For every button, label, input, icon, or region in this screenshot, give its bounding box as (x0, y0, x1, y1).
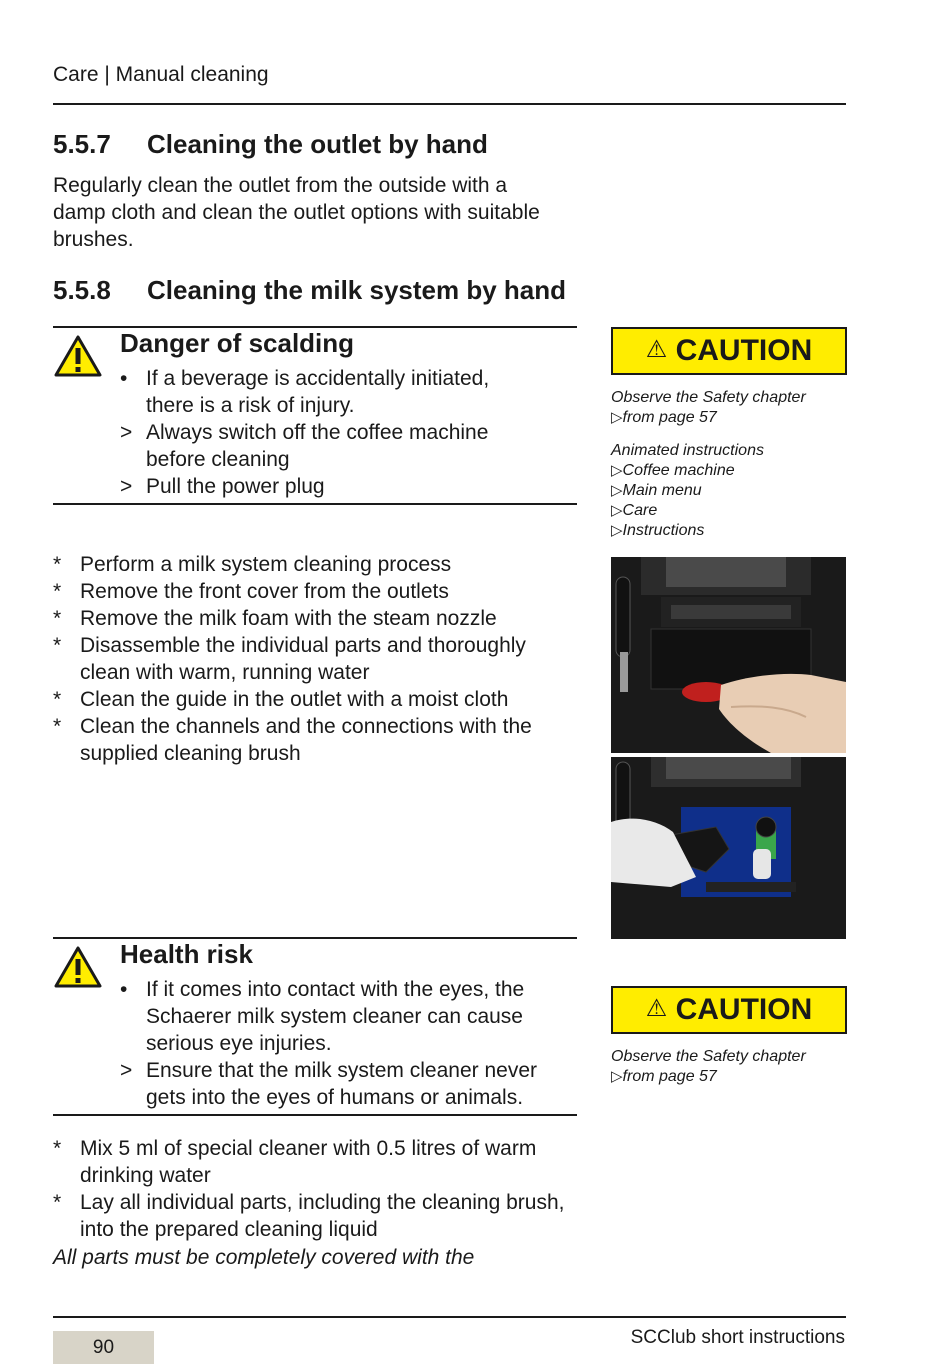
section-557-title: Cleaning the outlet by hand (147, 129, 488, 159)
bullet-marker: • (120, 367, 128, 390)
list-item-text: Perform a milk system cleaning process (80, 553, 452, 576)
step-marker: * (53, 580, 62, 603)
list-item-text: If it comes into contact with the eyes, the Schaerer milk system cleaner can cause serious eye injuries. (146, 978, 525, 1055)
animated-title: Animated instructions (611, 442, 764, 459)
step-marker: * (53, 607, 62, 630)
section-557-body (53, 172, 593, 253)
action-marker: > (120, 421, 133, 444)
caution-label: CAUTION (675, 334, 813, 367)
list-item (120, 1057, 570, 1111)
triangle-right-icon: ▷ (611, 462, 623, 479)
section-557-number: 5.5.7 (53, 129, 111, 159)
step-marker: * (53, 1191, 62, 1214)
list-item-text: Clean the guide in the outlet with a moist cloth (80, 688, 509, 711)
list-item-text: Clean the channels and the connections with the supplied cleaning brush (80, 715, 532, 765)
caution-box (611, 986, 847, 1034)
menu-path-item (611, 461, 764, 481)
page-reference: from page 57 (622, 1068, 717, 1085)
list-item-text: Remove the front cover from the outlets (80, 580, 449, 603)
warning2-title: Health risk (120, 939, 253, 969)
header-breadcrumb: Care | Manual cleaning (53, 63, 269, 86)
list-item (53, 1135, 578, 1189)
step-marker: * (53, 715, 62, 738)
safety-note-line: Observe the Safety chapter (611, 1048, 806, 1065)
header-rule (53, 103, 846, 105)
action-marker: > (120, 1059, 133, 1082)
steps2-list (53, 1135, 578, 1243)
triangle-right-icon: ▷ (611, 1068, 623, 1085)
safety-note-link (611, 408, 806, 428)
safety-note (611, 388, 806, 428)
caution-box (611, 327, 847, 375)
body-line: damp cloth and clean the outlet options with suitable (53, 201, 540, 224)
list-item (120, 419, 540, 473)
step-marker: * (53, 688, 62, 711)
section-558-title: Cleaning the milk system by hand (147, 275, 566, 305)
warning-triangle-icon (53, 334, 103, 378)
step-marker: * (53, 634, 62, 657)
list-item-text: Ensure that the milk system cleaner never gets into the eyes of humans or animals. (146, 1059, 538, 1109)
list-item (53, 605, 573, 632)
document-title: SCClub short instructions (630, 1327, 845, 1348)
menu-path-label: Instructions (622, 522, 705, 539)
triangle-right-icon: ▷ (611, 482, 623, 499)
list-item (120, 976, 570, 1057)
list-item (53, 578, 573, 605)
milk-system-illustration (611, 757, 846, 939)
caution-warning-icon: ⚠ (645, 336, 668, 363)
list-item-text: Pull the power plug (146, 475, 325, 498)
caution-warning-icon: ⚠ (645, 995, 668, 1022)
section-557-heading (53, 129, 488, 160)
list-item-text: Remove the milk foam with the steam nozzle (80, 607, 497, 630)
section-558-heading (53, 275, 566, 306)
menu-path-item (611, 521, 764, 541)
list-item (53, 713, 573, 767)
warning2-list (120, 976, 570, 1111)
photo-remove-front-cover (611, 557, 846, 753)
list-item-text: Lay all individual parts, including the cleaning brush, into the prepared cleaning liquid (80, 1191, 565, 1241)
list-item (53, 551, 573, 578)
list-item-text: Always switch off the coffee machine before cleaning (146, 421, 489, 471)
menu-path-item (611, 501, 764, 521)
triangle-right-icon: ▷ (611, 522, 623, 539)
list-item-text: If a beverage is accidentally initiated, there is a risk of injury. (146, 367, 490, 417)
action-marker: > (120, 475, 133, 498)
bullet-marker: • (120, 978, 128, 1001)
final-note: All parts must be completely covered with the (53, 1246, 475, 1269)
page-reference: from page 57 (622, 409, 717, 426)
warning-triangle-icon (53, 945, 103, 989)
section-558-number: 5.5.8 (53, 275, 111, 305)
step-marker: * (53, 1137, 62, 1160)
body-line: Regularly clean the outlet from the outside with a (53, 174, 508, 197)
triangle-right-icon: ▷ (611, 409, 623, 426)
list-item (53, 1189, 578, 1243)
caution-label: CAUTION (675, 993, 813, 1026)
menu-path-label: Care (622, 502, 658, 519)
menu-path-label: Main menu (622, 482, 702, 499)
animated-instructions (611, 441, 764, 541)
coffee-machine-illustration (611, 557, 846, 753)
list-item-text: Disassemble the individual parts and thoroughly clean with warm, running water (80, 634, 526, 684)
steps1-list (53, 551, 573, 767)
warning1-title: Danger of scalding (120, 328, 355, 358)
list-item (120, 365, 540, 419)
list-item (53, 686, 573, 713)
photo-disassemble-milk-system (611, 757, 846, 939)
list-item (120, 473, 540, 500)
triangle-right-icon: ▷ (611, 502, 623, 519)
warning2-bottom-rule (53, 1114, 577, 1116)
list-item (53, 632, 573, 686)
warning1-bottom-rule (53, 503, 577, 505)
safety-note-line: Observe the Safety chapter (611, 389, 806, 406)
page-number: 90 (53, 1331, 154, 1364)
warning1-list (120, 365, 540, 500)
menu-path-item (611, 481, 764, 501)
footer-rule (53, 1316, 846, 1318)
menu-path-label: Coffee machine (622, 462, 735, 479)
safety-note (611, 1047, 806, 1087)
body-line: brushes. (53, 228, 134, 251)
step-marker: * (53, 553, 62, 576)
list-item-text: Mix 5 ml of special cleaner with 0.5 litres of warm drinking water (80, 1137, 537, 1187)
safety-note-link (611, 1067, 806, 1087)
